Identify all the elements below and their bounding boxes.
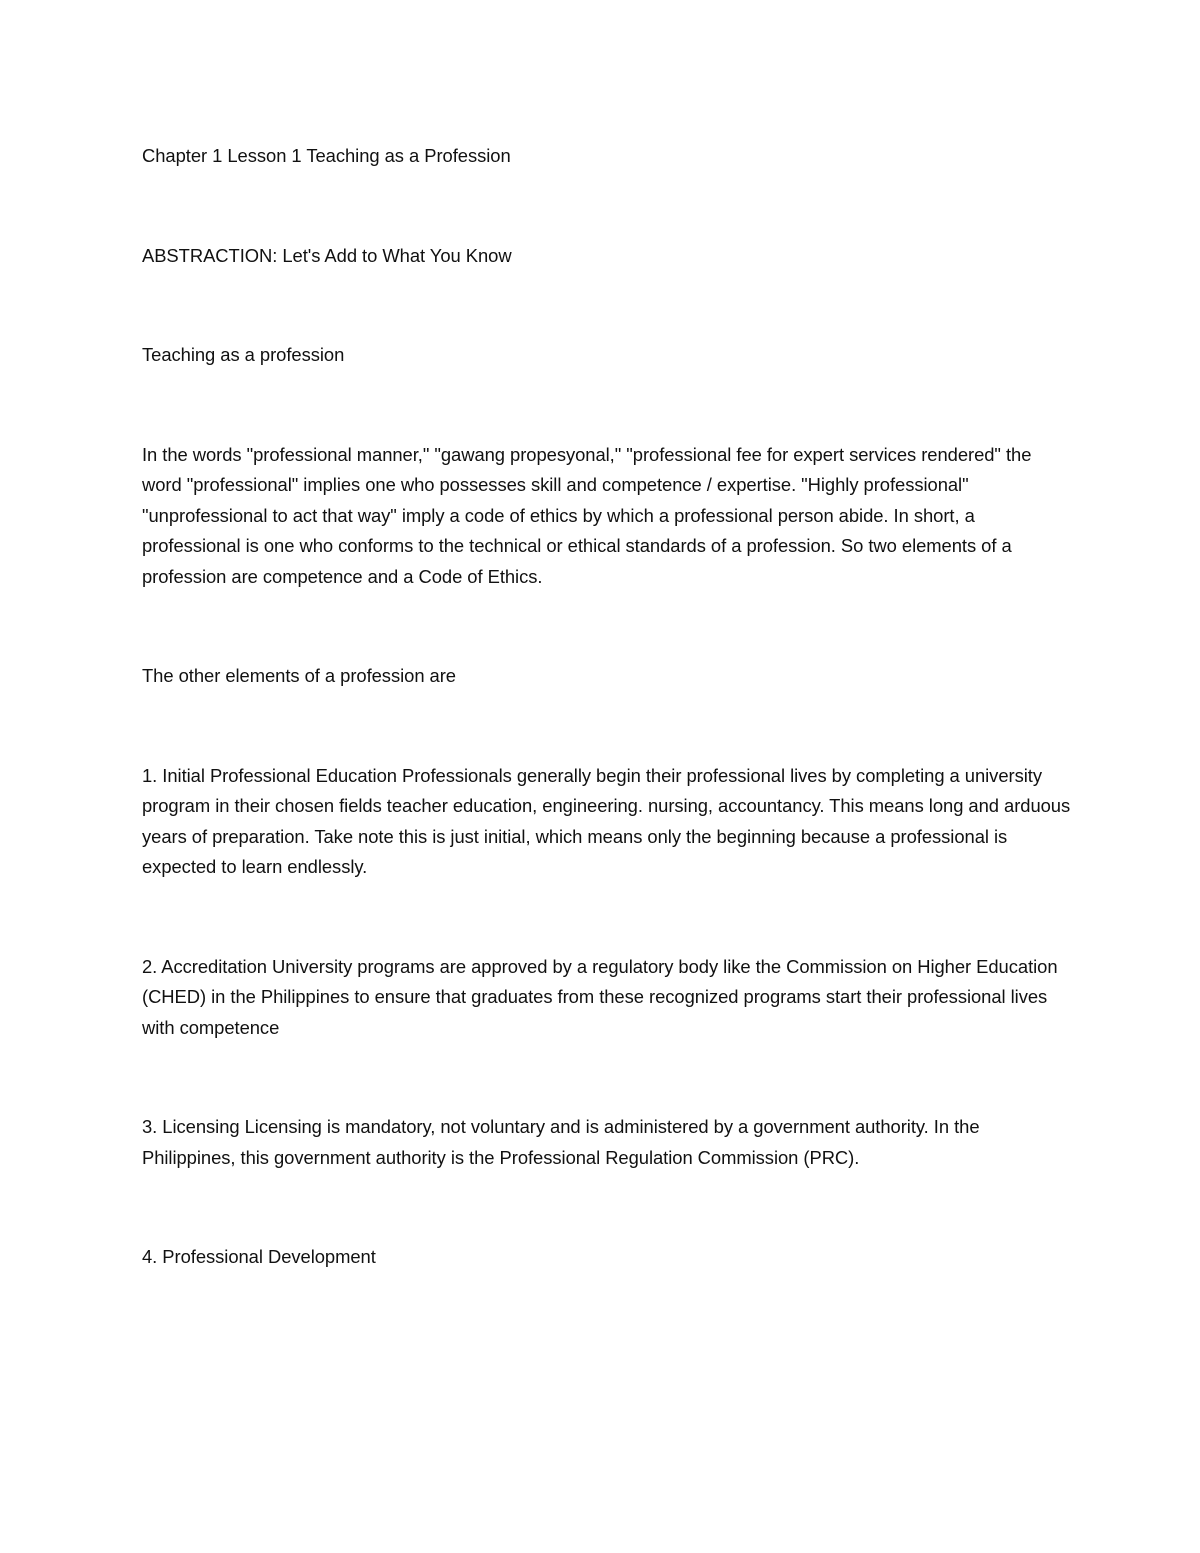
- list-item-licensing: 3. Licensing Licensing is mandatory, not voluntary and is administered by a government authority. In the Philippines, this government authority is the Professional Regulation Commission (PRC).: [142, 1116, 980, 1168]
- intro-paragraph: In the words "professional manner," "gawang propesyonal," "professional fee for expert services rendered" the word "professional" implies one who possesses skill and competence / expertise. "Highly professional" "unprofessional to act that way" imply a code of ethics by which a professional person abide. In short, a professional is one who conforms to the technical or ethical standards of a profession. So two elements of a profession are competence and a Code of Ethics.: [142, 443, 1032, 587]
- elements-lead: The other elements of a profession are: [142, 665, 456, 686]
- topic-heading: Teaching as a profession: [142, 344, 345, 365]
- list-item-accreditation: 2. Accreditation University programs are approved by a regulatory body like the Commission on Higher Education (CHED) in the Philippines to ensure that graduates from these recognized programs start their professional lives with competence: [142, 955, 1058, 1038]
- chapter-title: Chapter 1 Lesson 1 Teaching as a Profession: [142, 145, 511, 166]
- section-heading: ABSTRACTION: Let's Add to What You Know: [142, 244, 512, 266]
- list-item-professional-development: 4. Professional Development: [142, 1246, 376, 1267]
- document-body: [142, 141, 1072, 1273]
- list-item-initial-education: 1. Initial Professional Education Professionals generally begin their professional lives by completing a university program in their chosen fields teacher education, engineering. nursing, accountancy. This means long and arduous years of preparation. Take note this is just initial, which means only the beginning because a professional is expected to learn endlessly.: [142, 764, 1071, 877]
